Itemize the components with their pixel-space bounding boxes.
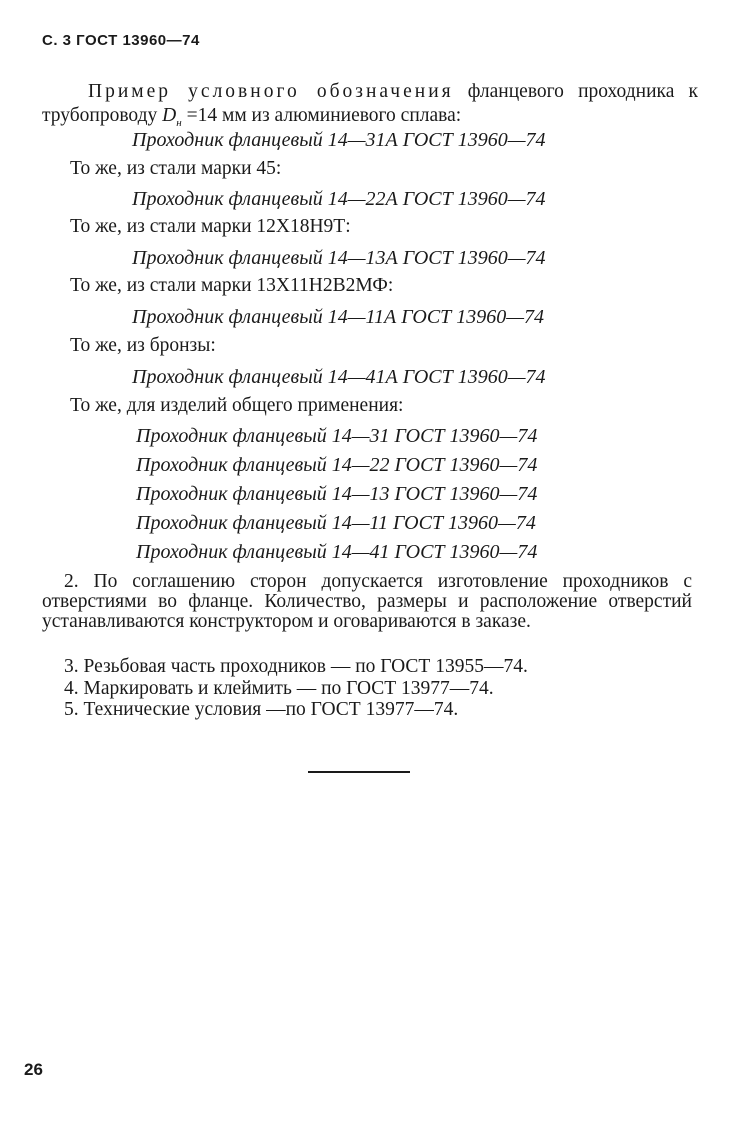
page-header: С. 3 ГОСТ 13960—74: [42, 32, 200, 49]
item-4-paragraph: 4. Маркировать и клеймить — по ГОСТ 13977—74.: [64, 678, 494, 699]
designation-3: Проходник фланцевый 14—13А ГОСТ 13960—74: [132, 247, 546, 269]
closing-rule: [308, 771, 410, 773]
designation-5: Проходник фланцевый 14—41А ГОСТ 13960—74: [132, 366, 546, 388]
general-designation-3: Проходник фланцевый 14—13 ГОСТ 13960—74: [136, 483, 538, 505]
item-3-paragraph: 3. Резьбовая часть проходников — по ГОСТ 13955—74.: [64, 656, 528, 677]
page-number: 26: [24, 1060, 43, 1079]
intro-paragraph: [42, 80, 698, 135]
label-bronze: То же, из бронзы:: [70, 335, 216, 356]
general-designation-2: Проходник фланцевый 14—22 ГОСТ 13960—74: [136, 454, 538, 476]
designation-4: Проходник фланцевый 14—11А ГОСТ 13960—74: [132, 306, 545, 328]
designation-2: Проходник фланцевый 14—22А ГОСТ 13960—74: [132, 188, 546, 210]
designation-1: Проходник фланцевый 14—31А ГОСТ 13960—74: [132, 129, 546, 151]
general-designation-5: Проходник фланцевый 14—41 ГОСТ 13960—74: [136, 541, 538, 563]
intro-text-1: фланцевого проходника к трубопроводу: [42, 81, 698, 126]
dn-symbol: [162, 105, 182, 129]
general-designation-1: Проходник фланцевый 14—31 ГОСТ 13960—74: [136, 425, 538, 447]
intro-lead: Пример условного обозначения: [88, 81, 454, 102]
label-steel-13x11: То же, из стали марки 13Х11Н2В2МФ:: [70, 275, 394, 296]
dn-subscript: н: [176, 116, 182, 129]
label-steel-12x18: То же, из стали марки 12Х18Н9Т:: [70, 216, 351, 237]
dn-letter: D: [162, 105, 177, 126]
intro-text-2: =14 мм из алюминиевого сплава:: [181, 105, 462, 126]
item-5-paragraph: 5. Технические условия —по ГОСТ 13977—74.: [64, 699, 459, 720]
general-designation-4: Проходник фланцевый 14—11 ГОСТ 13960—74: [136, 512, 536, 534]
label-general: То же, для изделий общего применения:: [70, 395, 404, 416]
item-2-paragraph: 2. По соглашению сторон допускается изготовление проходников с отверстиями во фланце. Количество, размеры и расположение отверстий устанавливаются конструктором и оговариваются в заказе.: [42, 571, 692, 632]
label-steel-45: То же, из стали марки 45:: [70, 158, 282, 179]
